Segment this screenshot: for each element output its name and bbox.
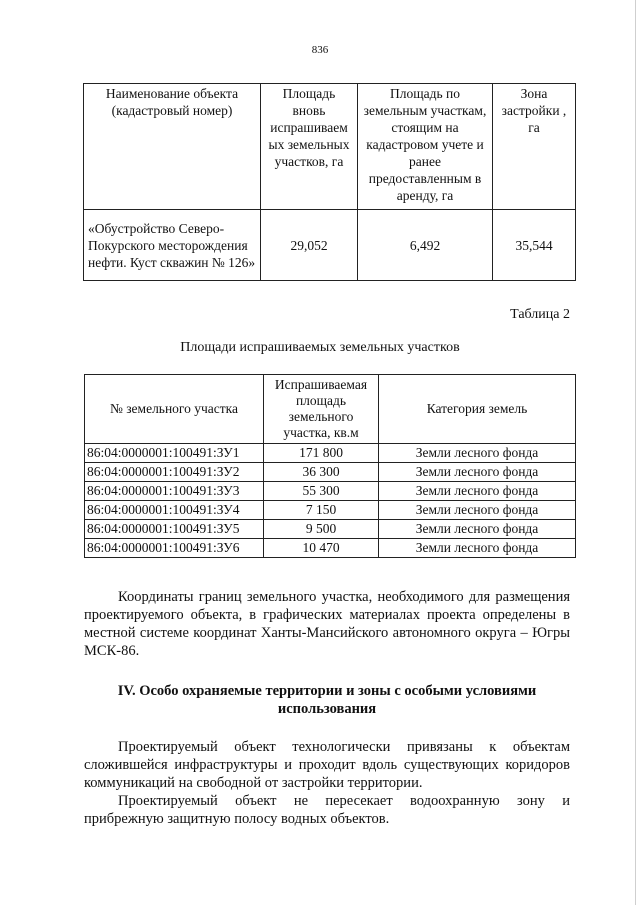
table-2-title: Площади испрашиваемых земельных участков [180,340,460,355]
object-name-cell: «Обустройство Северо-Покурского месторождения нефти. Куст скважин № 126» [84,210,261,281]
plot-category-cell: Земли лесного фонда [379,463,576,482]
plot-area-cell: 7 150 [264,501,379,520]
header-registered-area: Площадь по земельным участкам, стоящим на кадастровом учете и ранее предоставленным в аренду, га [358,84,493,210]
table-row [85,539,576,558]
page-number: 836 [311,44,329,56]
plot-number-cell: 86:04:0000001:100491:ЗУ6 [85,539,264,558]
table-row [85,444,576,463]
table-row [85,520,576,539]
object-area-table [83,83,576,281]
plot-number-cell: 86:04:0000001:100491:ЗУ2 [85,463,264,482]
table-2-label: Таблица 2 [510,307,570,322]
header-plot-number: № земельного участка [85,375,264,444]
plot-number-cell: 86:04:0000001:100491:ЗУ5 [85,520,264,539]
plot-category-cell: Земли лесного фонда [379,520,576,539]
plot-number-cell: 86:04:0000001:100491:ЗУ1 [85,444,264,463]
plot-category-cell: Земли лесного фонда [379,482,576,501]
table-row [84,210,576,281]
table-header-row [84,84,576,210]
registered-area-cell: 6,492 [358,210,493,281]
section-heading: IV. Особо охраняемые территории и зоны с особыми условиями использования [117,683,537,717]
infrastructure-paragraph: Проектируемый объект технологически привязаны к объектам сложившейся инфраструктуры и проходит вдоль существующих коридоров коммуникаций на свободной от застройки территории. [84,739,570,791]
plot-number-cell: 86:04:0000001:100491:ЗУ3 [85,482,264,501]
plot-area-cell: 9 500 [264,520,379,539]
zone-area-cell: 35,544 [493,210,576,281]
header-new-area: Площадь вновь испрашиваем ых земельных участков, га [261,84,358,210]
header-object-name: Наименование объекта (кадастровый номер) [84,84,261,210]
header-zone-area: Зона застройки , га [493,84,576,210]
header-requested-area: Испрашиваемая площадь земельного участка, кв.м [264,375,379,444]
plot-area-cell: 10 470 [264,539,379,558]
table-row [85,501,576,520]
plot-category-cell: Земли лесного фонда [379,539,576,558]
plot-area-cell: 55 300 [264,482,379,501]
table-header-row [85,375,576,444]
header-land-category: Категория земель [379,375,576,444]
table-row [85,463,576,482]
scan-edge-line [635,0,636,905]
plot-number-cell: 86:04:0000001:100491:ЗУ4 [85,501,264,520]
table-row [85,482,576,501]
land-plots-table [84,374,576,558]
plot-category-cell: Земли лесного фонда [379,501,576,520]
plot-category-cell: Земли лесного фонда [379,444,576,463]
new-area-cell: 29,052 [261,210,358,281]
plot-area-cell: 171 800 [264,444,379,463]
coordinates-paragraph: Координаты границ земельного участка, необходимого для размещения проектируемого объекта, в графических материалах проекта определены в местной системе координат Ханты-Мансийского автономного округа – Югры МСК-86. [84,589,570,659]
water-zone-paragraph: Проектируемый объект не пересекает водоохранную зону и прибрежную защитную полосу водных объектов. [84,793,570,827]
plot-area-cell: 36 300 [264,463,379,482]
